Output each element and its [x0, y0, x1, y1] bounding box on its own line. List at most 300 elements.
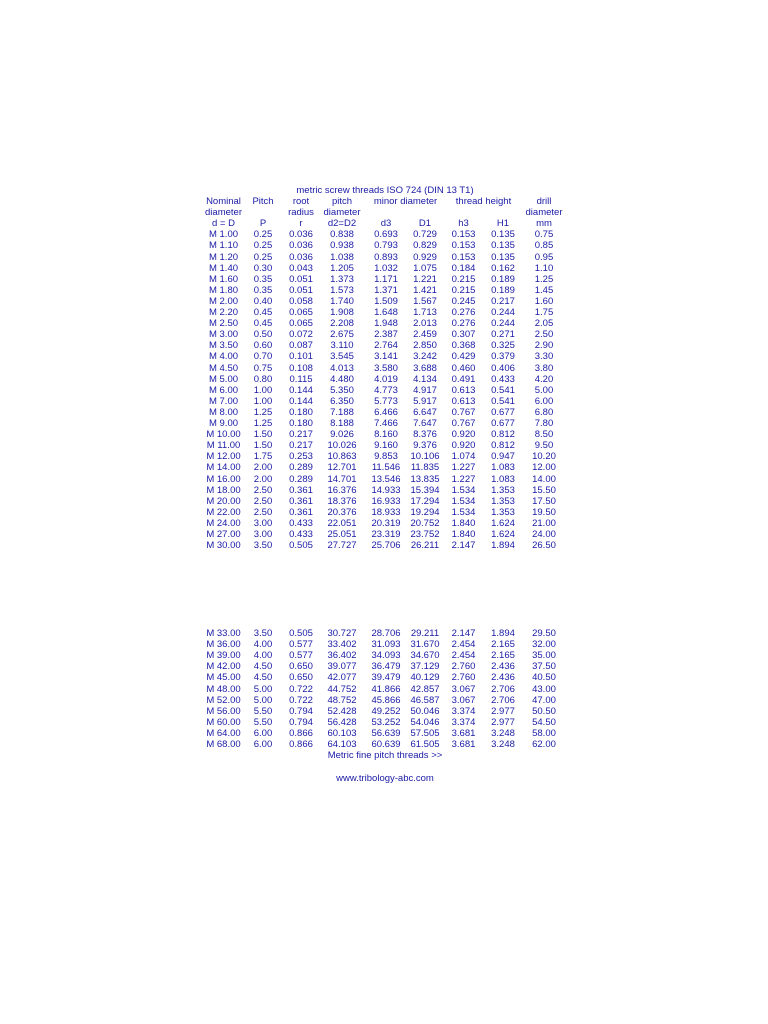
table-cell: 0.45 [253, 318, 273, 330]
table-cell: 0.767 [451, 418, 476, 429]
table-cell: 0.036 [289, 229, 313, 241]
table-cell: 4.20 [534, 373, 554, 385]
table-cell: 0.722 [289, 694, 313, 706]
table-row [200, 374, 570, 385]
table-cell: M 42.00 [206, 661, 241, 673]
table-cell: 0.307 [451, 329, 476, 341]
table-cell: 1.074 [451, 451, 476, 463]
table-cell: 0.95 [534, 251, 554, 263]
table-row [200, 318, 570, 329]
table-cell: M 22.00 [206, 506, 241, 518]
table-cell: 4.50 [253, 672, 273, 684]
table-cell: 2.977 [491, 716, 515, 728]
table-row [200, 407, 570, 418]
table-row [200, 496, 570, 507]
table-cell: 37.129 [410, 661, 440, 673]
table-cell: 1.353 [491, 495, 515, 507]
table-cell: 1.083 [491, 473, 515, 485]
table-cell: 3.80 [534, 362, 554, 374]
table-cell: 0.361 [289, 495, 313, 507]
table-cell: 0.036 [289, 251, 313, 263]
table-cell: 7.80 [534, 418, 554, 429]
table-row [200, 329, 570, 340]
table-cell: 7.188 [330, 406, 354, 418]
table-cell: M 16.00 [206, 473, 241, 485]
table-cell: 2.454 [451, 639, 476, 651]
table-cell: 1.534 [451, 484, 476, 496]
table-cell: 16.933 [371, 495, 401, 507]
table-cell: 16.376 [327, 484, 357, 496]
table-cell: 0.072 [289, 329, 313, 341]
table-cell: 40.129 [410, 672, 440, 684]
table-cell: M 52.00 [206, 694, 241, 706]
table-cell: 0.25 [253, 251, 273, 263]
column-symbol: P [259, 218, 267, 230]
table-cell: 0.189 [491, 284, 515, 296]
column-header: radius [288, 207, 314, 219]
table-cell: 1.45 [534, 284, 554, 296]
table-cell: 9.026 [330, 429, 354, 441]
table-row [200, 628, 570, 639]
table-cell: 0.866 [289, 739, 313, 750]
table-row [200, 274, 570, 285]
table-cell: 1.624 [491, 529, 515, 540]
table-cell: 0.271 [491, 329, 515, 341]
table-cell: 24.00 [532, 529, 556, 540]
table-cell: 0.505 [289, 628, 313, 639]
table-cell: 0.505 [289, 540, 313, 552]
table-cell: 20.319 [371, 517, 401, 529]
table-cell: 2.05 [534, 318, 554, 330]
table-cell: 2.387 [374, 329, 398, 341]
table-cell: 0.433 [289, 529, 313, 540]
table-cell: 2.850 [413, 340, 437, 352]
table-cell: 0.043 [289, 262, 313, 274]
table-cell: 35.00 [532, 650, 556, 662]
table-cell: 2.00 [253, 462, 273, 474]
table-cell: 1.083 [491, 462, 515, 474]
table-cell: 0.30 [253, 262, 273, 274]
table-cell: M 9.00 [208, 418, 239, 429]
table-cell: M 20.00 [206, 495, 241, 507]
table-cell: 9.853 [374, 451, 398, 463]
table-cell: 8.50 [534, 429, 554, 441]
table-cell: 0.087 [289, 340, 313, 352]
table-cell: 5.00 [253, 694, 273, 706]
table-cell: 14.701 [327, 473, 357, 485]
table-cell: 2.50 [253, 484, 273, 496]
website-link[interactable]: www.tribology-abc.com [336, 773, 434, 784]
table-cell: 0.184 [451, 262, 476, 274]
table-cell: 2.90 [534, 340, 554, 352]
table-cell: 0.051 [289, 273, 313, 285]
fine-pitch-threads-link[interactable]: Metric fine pitch threads >> [327, 750, 443, 762]
column-header: Nominal [206, 196, 241, 207]
table-cell: 0.35 [253, 273, 273, 285]
table-cell: 0.429 [451, 351, 476, 363]
table-cell: 0.70 [253, 351, 273, 363]
table-cell: 0.051 [289, 284, 313, 296]
table-cell: 0.793 [374, 240, 398, 252]
column-header: diameter [525, 207, 563, 219]
table-cell: 52.428 [327, 705, 357, 717]
column-header: Pitch [252, 196, 274, 207]
table-cell: M 68.00 [206, 739, 241, 750]
table-row [200, 451, 570, 462]
table-cell: 1.50 [253, 429, 273, 441]
table-cell: 17.294 [410, 495, 440, 507]
table-cell: 62.00 [532, 739, 556, 750]
table-cell: 3.681 [451, 727, 476, 739]
table-cell: 60.639 [371, 739, 401, 750]
table-cell: 0.115 [289, 373, 313, 385]
table-cell: 2.208 [330, 318, 354, 330]
table-cell: 0.577 [289, 650, 313, 662]
table-cell: 3.545 [330, 351, 354, 363]
table-cell: M 14.00 [206, 462, 241, 474]
table-cell: 1.740 [330, 295, 354, 307]
table-row [200, 529, 570, 540]
table-cell: 47.00 [532, 694, 556, 706]
table-cell: 36.479 [371, 661, 401, 673]
header-row [200, 218, 570, 229]
table-cell: 0.947 [491, 451, 515, 463]
table-row [200, 706, 570, 717]
table-cell: 42.857 [410, 683, 440, 695]
table-cell: M 56.00 [206, 705, 241, 717]
table-cell: 2.454 [451, 650, 476, 662]
table-cell: 61.505 [410, 739, 440, 750]
table-cell: M 3.50 [208, 340, 239, 352]
table-cell: 1.227 [451, 462, 476, 474]
table-cell: 0.541 [491, 395, 515, 407]
table-cell: 5.00 [534, 384, 554, 396]
table-cell: 4.00 [253, 639, 273, 651]
table-row [200, 340, 570, 351]
table-cell: 3.30 [534, 351, 554, 363]
table-cell: 2.436 [491, 661, 515, 673]
table-cell: 4.917 [413, 384, 437, 396]
table-cell: 0.361 [289, 484, 313, 496]
table-cell: M 36.00 [206, 639, 241, 651]
table-cell: 19.294 [410, 506, 440, 518]
table-cell: 0.101 [289, 351, 313, 363]
table-cell: 19.50 [532, 506, 556, 518]
table-cell: 0.215 [451, 284, 476, 296]
table-cell: 0.135 [491, 229, 515, 241]
table-cell: 54.046 [410, 716, 440, 728]
table-cell: 0.244 [491, 318, 515, 330]
table-cell: 0.929 [413, 251, 437, 263]
table-cell: 3.110 [330, 340, 354, 352]
table-cell: 29.50 [532, 628, 556, 639]
table-cell: 29.211 [410, 628, 440, 639]
table-cell: 31.093 [371, 639, 401, 651]
table-cell: M 6.00 [208, 384, 239, 396]
table-cell: 1.50 [253, 440, 273, 452]
table-row [200, 485, 570, 496]
table-row [200, 540, 570, 551]
table-row [200, 728, 570, 739]
table-cell: 0.379 [491, 351, 515, 363]
table-cell: 1.534 [451, 495, 476, 507]
table-row [200, 263, 570, 274]
table-cell: 18.933 [371, 506, 401, 518]
table-cell: 7.466 [374, 418, 398, 429]
table-row [200, 396, 570, 407]
table-cell: 2.706 [491, 683, 515, 695]
column-symbol: d = D [212, 218, 235, 230]
table-cell: 60.103 [327, 727, 357, 739]
table-cell: 18.376 [327, 495, 357, 507]
table-cell: 41.866 [371, 683, 401, 695]
table-cell: M 2.50 [208, 318, 239, 330]
table-cell: M 64.00 [206, 727, 241, 739]
table-cell: 3.067 [451, 694, 476, 706]
table-cell: 17.50 [532, 495, 556, 507]
table-cell: 0.406 [491, 362, 515, 374]
table-cell: 31.670 [410, 639, 440, 651]
table-cell: 2.147 [451, 540, 476, 552]
table-cell: 1.624 [491, 517, 515, 529]
table-cell: 0.058 [289, 295, 313, 307]
table-cell: 3.50 [253, 628, 273, 639]
table-cell: 1.00 [253, 395, 273, 407]
table-cell: 9.50 [534, 440, 554, 452]
table-cell: 3.242 [413, 351, 437, 363]
column-symbol: D1 [418, 218, 432, 230]
table-row [200, 507, 570, 518]
table-cell: 4.019 [374, 373, 398, 385]
table-cell: M 60.00 [206, 716, 241, 728]
header-row [200, 207, 570, 218]
table-cell: 8.376 [413, 429, 437, 441]
table-cell: M 5.00 [208, 373, 239, 385]
table-cell: 0.40 [253, 295, 273, 307]
table-cell: 0.245 [451, 295, 476, 307]
table-cell: 25.706 [371, 540, 401, 552]
table-cell: M 1.60 [208, 273, 239, 285]
table-cell: 23.319 [371, 529, 401, 540]
table-cell: 1.075 [413, 262, 437, 274]
column-header: diameter [205, 207, 242, 219]
table-cell: 3.50 [253, 540, 273, 552]
table-cell: 0.838 [330, 229, 354, 241]
table-cell: M 48.00 [206, 683, 241, 695]
table-row [200, 296, 570, 307]
column-symbol: d2=D2 [327, 218, 357, 230]
table-cell: 39.479 [371, 672, 401, 684]
table-cell: 3.248 [491, 739, 515, 750]
table-cell: 0.613 [451, 395, 476, 407]
table-cell: 5.50 [253, 716, 273, 728]
table-cell: 43.00 [532, 683, 556, 695]
table-cell: 58.00 [532, 727, 556, 739]
table-cell: M 2.20 [208, 307, 239, 318]
table-cell: 0.433 [491, 373, 515, 385]
table-cell: 0.767 [451, 406, 476, 418]
table-cell: 0.189 [491, 273, 515, 285]
table-cell: 3.681 [451, 739, 476, 750]
table-cell: M 1.00 [208, 229, 239, 241]
table-cell: 64.103 [327, 739, 357, 750]
table-cell: 49.252 [371, 705, 401, 717]
table-cell: 0.325 [491, 340, 515, 352]
table-row [200, 252, 570, 263]
table-cell: 2.760 [451, 661, 476, 673]
table-cell: M 45.00 [206, 672, 241, 684]
table-cell: 13.546 [371, 473, 401, 485]
table-cell: 0.80 [253, 373, 273, 385]
column-symbol: r [299, 218, 303, 230]
table-cell: 0.677 [491, 406, 515, 418]
table-cell: 37.50 [532, 661, 556, 673]
table-cell: 0.244 [491, 307, 515, 318]
table-cell: 1.25 [253, 406, 273, 418]
table-cell: 45.866 [371, 694, 401, 706]
table-cell: 0.812 [491, 440, 515, 452]
table-cell: 32.00 [532, 639, 556, 651]
table-row [200, 351, 570, 362]
table-cell: 0.361 [289, 506, 313, 518]
table-row [200, 739, 570, 750]
table-row [200, 418, 570, 429]
table-title: metric screw threads ISO 724 (DIN 13 T1) [296, 185, 474, 196]
table-cell: 4.50 [253, 661, 273, 673]
table-cell: 1.60 [534, 295, 554, 307]
table-cell: 2.977 [491, 705, 515, 717]
table-cell: 5.350 [330, 384, 354, 396]
table-cell: 12.00 [532, 462, 556, 474]
table-cell: 0.217 [289, 440, 313, 452]
table-cell: 2.165 [491, 650, 515, 662]
table-cell: 1.227 [451, 473, 476, 485]
table-row [200, 639, 570, 650]
table-cell: 1.840 [451, 529, 476, 540]
table-row [200, 229, 570, 240]
table-row [200, 672, 570, 683]
table-cell: 0.276 [451, 307, 476, 318]
table-cell: 0.215 [451, 273, 476, 285]
table-cell: 0.289 [289, 473, 313, 485]
table-cell: 6.00 [534, 395, 554, 407]
table-cell: 4.013 [330, 362, 354, 374]
column-header: diameter [323, 207, 361, 219]
table-cell: 36.402 [327, 650, 357, 662]
table-cell: 0.144 [289, 395, 313, 407]
table-cell: 56.428 [327, 716, 357, 728]
table-cell: 0.276 [451, 318, 476, 330]
table-cell: 27.727 [327, 540, 357, 552]
table-cell: 5.00 [253, 683, 273, 695]
table-cell: 0.75 [253, 362, 273, 374]
table-cell: M 33.00 [206, 628, 241, 639]
table-cell: 0.153 [451, 240, 476, 252]
table-cell: 2.013 [413, 318, 437, 330]
table-cell: 1.221 [413, 273, 437, 285]
table-cell: 0.460 [451, 362, 476, 374]
table-cell: 0.650 [289, 672, 313, 684]
table-cell: 13.835 [410, 473, 440, 485]
table-cell: 3.580 [374, 362, 398, 374]
table-cell: 0.920 [451, 429, 476, 441]
table-cell: M 39.00 [206, 650, 241, 662]
table-cell: M 12.00 [206, 451, 241, 463]
table-cell: 0.491 [451, 373, 476, 385]
table-cell: M 18.00 [206, 484, 241, 496]
table-cell: 23.752 [410, 529, 440, 540]
table-row [200, 717, 570, 728]
table-cell: 53.252 [371, 716, 401, 728]
table-cell: 1.25 [534, 273, 554, 285]
table-cell: 0.217 [289, 429, 313, 441]
thread-height-header: thread height [455, 196, 512, 207]
table-cell: 0.108 [289, 362, 313, 374]
table-cell: 3.00 [253, 517, 273, 529]
table-cell: 1.353 [491, 506, 515, 518]
table-row [200, 385, 570, 396]
table-cell: M 11.00 [206, 440, 241, 452]
table-cell: M 1.80 [208, 284, 239, 296]
table-cell: 39.077 [327, 661, 357, 673]
table-cell: 1.00 [253, 384, 273, 396]
minor-diameter-header: minor diameter [373, 196, 438, 207]
table-cell: 0.60 [253, 340, 273, 352]
table-cell: 6.00 [253, 739, 273, 750]
table-cell: 15.50 [532, 484, 556, 496]
table-cell: M 27.00 [206, 529, 241, 540]
table-row [200, 661, 570, 672]
table-cell: 50.046 [410, 705, 440, 717]
table-cell: 4.480 [330, 373, 354, 385]
table-cell: 0.938 [330, 240, 354, 252]
table-cell: 2.675 [330, 329, 354, 341]
table-cell: 26.211 [410, 540, 440, 552]
table-cell: M 4.50 [208, 362, 239, 374]
table-cell: 3.374 [451, 716, 476, 728]
table-cell: 1.421 [413, 284, 437, 296]
table-cell: 0.812 [491, 429, 515, 441]
table-cell: 0.153 [451, 229, 476, 241]
table-cell: 0.677 [491, 418, 515, 429]
column-symbol: h3 [458, 218, 469, 230]
table-cell: 4.134 [413, 373, 437, 385]
table-cell: 2.436 [491, 672, 515, 684]
table-cell: 0.794 [289, 705, 313, 717]
table-cell: M 8.00 [208, 406, 239, 418]
table-cell: 0.75 [534, 229, 554, 241]
table-cell: 0.065 [289, 318, 313, 330]
table-cell: 0.920 [451, 440, 476, 452]
table-row [200, 285, 570, 296]
table-cell: 1.75 [253, 451, 273, 463]
table-cell: 0.613 [451, 384, 476, 396]
table-cell: 1.534 [451, 506, 476, 518]
column-header: drill [536, 196, 552, 207]
table-cell: 2.50 [253, 495, 273, 507]
table-cell: 9.376 [413, 440, 437, 452]
table-cell: 6.466 [374, 406, 398, 418]
table-cell: M 7.00 [208, 395, 239, 407]
table-cell: 20.376 [327, 506, 357, 518]
table-cell: 0.25 [253, 229, 273, 241]
table-cell: 44.752 [327, 683, 357, 695]
table-cell: 6.647 [413, 406, 437, 418]
table-cell: 1.648 [374, 307, 398, 318]
table-cell: 10.863 [327, 451, 357, 463]
table-cell: 50.50 [532, 705, 556, 717]
table-row [200, 429, 570, 440]
